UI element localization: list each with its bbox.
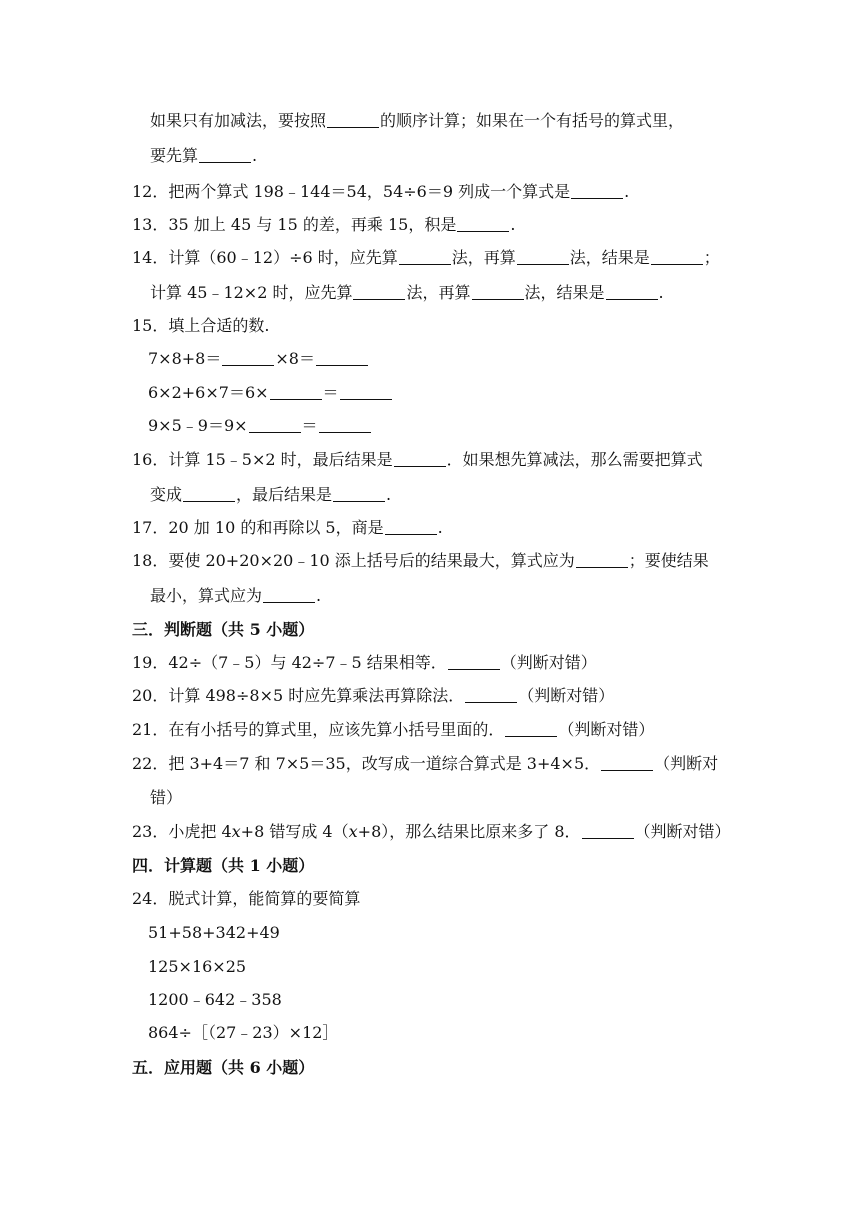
answer-blank[interactable] <box>199 146 251 163</box>
question-15-row-2: 6×2+6×7＝6× ＝ <box>148 381 393 405</box>
answer-blank[interactable] <box>576 551 628 568</box>
question-15: 15．填上合适的数. <box>132 316 270 335</box>
answer-blank[interactable] <box>385 518 437 535</box>
question-19: 19．42÷（7﹣5）与 42÷7﹣5 结果相等． （判断对错） <box>132 653 597 672</box>
question-17: 17．20 加 10 的和再除以 5，商是 . <box>132 518 443 537</box>
question-15-row-1: 7×8+8＝ ×8＝ <box>148 347 369 371</box>
answer-blank[interactable] <box>319 416 371 433</box>
question-14: 14．计算（60﹣12）÷6 时，应先算 法，再算 法，结果是 ； <box>132 248 720 267</box>
expression-4: 864÷［（27﹣23）×12］ <box>148 1023 339 1042</box>
answer-blank[interactable] <box>651 248 703 265</box>
answer-blank[interactable] <box>505 720 557 737</box>
question-22: 22．把 3+4＝7 和 7×5＝35，改写成一道综合算式是 3+4×5． （判断对 <box>132 754 719 773</box>
question-16: 16．计算 15﹣5×2 时，最后结果是 ．如果想先算减法，那么需要把算式 <box>132 450 703 469</box>
answer-blank[interactable] <box>571 182 623 199</box>
answer-blank[interactable] <box>517 248 569 265</box>
question-14-cont: 计算 45﹣12×2 时，应先算 法，再算 法，结果是 . <box>150 283 664 302</box>
question-20: 20．计算 498÷8×5 时应先算乘法再算除法． （判断对错） <box>132 686 615 705</box>
answer-blank[interactable] <box>270 383 322 400</box>
question-12: 12．把两个算式 198﹣144＝54，54÷6＝9 列成一个算式是 . <box>132 182 630 201</box>
answer-blank[interactable] <box>472 283 524 300</box>
answer-blank[interactable] <box>606 283 658 300</box>
expression-3: 1200﹣642﹣358 <box>148 990 282 1009</box>
answer-blank[interactable] <box>263 586 315 603</box>
question-23: 23．小虎把 4x+8 错写成 4（x+8），那么结果比原来多了 8． （判断对错） <box>132 822 731 841</box>
answer-blank[interactable] <box>249 416 301 433</box>
answer-blank[interactable] <box>601 754 653 771</box>
answer-blank[interactable] <box>465 686 517 703</box>
answer-blank[interactable] <box>353 283 405 300</box>
answer-blank[interactable] <box>582 822 634 839</box>
answer-blank[interactable] <box>340 383 392 400</box>
section-heading-application: 五．应用题（共 6 小题） <box>132 1058 315 1077</box>
question-21: 21．在有小括号的算式里，应该先算小括号里面的． （判断对错） <box>132 720 655 739</box>
section-heading-judgement: 三．判断题（共 5 小题） <box>132 620 315 639</box>
answer-blank[interactable] <box>327 111 379 128</box>
answer-blank[interactable] <box>222 349 274 366</box>
expression-1: 51+58+342+49 <box>148 923 280 942</box>
question-18: 18．要使 20+20×20﹣10 添上括号后的结果最大，算式应为 ；要使结果 <box>132 551 709 570</box>
answer-blank[interactable] <box>448 653 500 670</box>
answer-blank[interactable] <box>399 248 451 265</box>
section-heading-calculation: 四．计算题（共 1 小题） <box>132 856 315 875</box>
answer-blank[interactable] <box>183 485 235 502</box>
question-15-row-3: 9×5﹣9＝9× ＝ <box>148 414 372 438</box>
answer-blank[interactable] <box>394 450 446 467</box>
answer-blank[interactable] <box>316 349 368 366</box>
question-18-cont: 最小，算式应为 . <box>150 586 322 605</box>
question-16-cont: 变成 ，最后结果是 . <box>150 485 392 504</box>
question-24: 24．脱式计算，能简算的要简算 <box>132 889 361 908</box>
question-13: 13．35 加上 45 与 15 的差，再乘 15，积是 . <box>132 215 516 234</box>
expression-2: 125×16×25 <box>148 957 247 976</box>
answer-blank[interactable] <box>333 485 385 502</box>
line-order-rule-cont: 要先算 . <box>150 146 258 165</box>
question-22-cont: 错） <box>150 788 183 807</box>
line-order-rule: 如果只有加减法，要按照 的顺序计算；如果在一个有括号的算式里， <box>150 111 685 130</box>
answer-blank[interactable] <box>457 215 509 232</box>
